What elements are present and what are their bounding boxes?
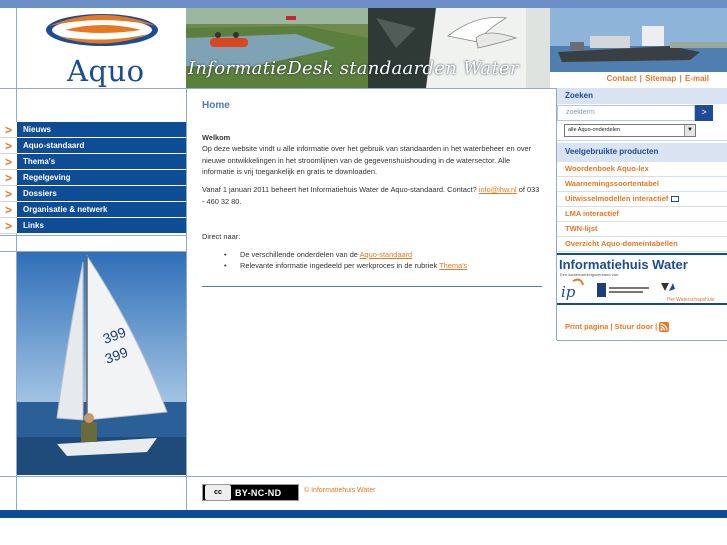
aquo-standaard-link[interactable]: Aquo-standaard [359,249,413,259]
top-strip [0,0,727,8]
main-navigation [0,122,186,234]
chevron-down-icon[interactable]: ▼ [684,125,695,136]
grid-line [0,476,727,477]
external-window-icon [671,196,679,202]
top-links [550,72,727,88]
header-photo-ship [550,8,727,72]
bottom-strip [0,510,727,518]
nav-item-label[interactable]: Regelgeving [17,170,186,186]
nav-item-label[interactable]: Links [17,218,186,234]
ihw-subtitle: Een samenwerkingsverband van: [560,272,620,277]
grid-line [0,235,186,236]
rss-icon[interactable] [659,322,669,332]
nav-item-label[interactable]: Aquo-standaard [17,138,186,154]
chevron-right-icon: > [0,154,17,170]
header-banner [186,8,550,88]
nav-item-label[interactable]: Nieuws [17,122,186,138]
list-item [224,260,542,272]
chevron-right-icon: > [0,122,17,138]
rijkswaterstaat-logo [597,283,606,297]
grid-line [557,340,727,341]
contact-text: Vanaf 1 januari 2011 beheert het Informatiehuis Water de Aquo-standaard. Contact? [202,184,477,194]
chevron-right-icon: > [0,202,17,218]
cc-license-badge[interactable] [202,484,299,501]
license-text: BY-NC-ND [235,487,282,498]
contact-link[interactable]: Contact [606,74,637,83]
contact-paragraph [202,184,542,207]
product-label[interactable]: Uitwisselmodellen interactief [565,194,669,203]
svg-text:Het Waterschapshuis: Het Waterschapshuis [667,297,715,303]
product-label[interactable]: LMA interactief [565,209,619,218]
nav-item-aquo-standaard[interactable] [0,138,186,154]
nav-item-themas[interactable] [0,154,186,170]
ship-photo [550,8,727,72]
search-button[interactable]: > [695,105,713,121]
page-title: Home [202,100,230,111]
sailboat-photo [17,252,186,475]
nav-item-organisatie[interactable] [0,202,186,218]
search-row [557,105,727,121]
nav-item-regelgeving[interactable] [0,170,186,186]
search-input[interactable]: zoekterm [557,105,695,121]
select-row [557,121,727,141]
product-link-waarnemingssoorten[interactable] [557,177,727,192]
product-link-twn[interactable] [557,222,727,237]
intro-paragraph: Op deze website vindt u alle informatie over het gebruik van standaarden in het waterbeheer en over nieuwe ontwikkelingen in het stroomlijnen van de gegevenshuishouding in de watersector. Alle informatie is vrij toegankelijk en gratis te downloaden. [202,144,532,177]
bullet-text: De verschillende onderdelen van de [240,249,358,259]
welcome-heading: Welkom [202,132,231,142]
list-item [224,249,542,261]
direct-naar-label: Direct naar: [202,232,241,242]
chevron-right-icon: > [0,186,17,202]
divider [202,286,542,287]
product-link-uitwisselmodellen[interactable] [557,192,727,207]
nav-item-dossiers[interactable] [0,186,186,202]
separator: | [655,322,658,331]
email-link[interactable]: E-mail [684,74,709,83]
contact-tail: of [518,184,525,194]
send-link[interactable]: Stuur door [614,322,653,331]
nav-item-label[interactable]: Organisatie & netwerk [17,202,186,218]
separator: | [639,74,642,83]
right-sidebar [557,88,727,335]
product-link-woordenboek[interactable] [557,162,727,177]
nav-item-links[interactable] [0,218,186,234]
waterschapshuis-logo [661,283,669,291]
chevron-right-icon: > [0,170,17,186]
product-label[interactable]: TWN-lijst [565,224,598,233]
ihw-title: Informatiehuis Water [559,257,688,272]
themas-link[interactable]: Thema's [439,261,468,271]
svg-text:399: 399 [102,343,130,367]
nav-item-nieuws[interactable] [0,122,186,138]
phone-number: 033 - 460 32 80. [202,184,540,206]
partner-ip-logo: ip [561,283,576,301]
creative-commons-icon: cc [205,485,231,500]
nav-item-label[interactable]: Dossiers [17,186,186,202]
search-heading: Zoeken [557,88,727,104]
chevron-right-icon: > [0,138,17,154]
product-label[interactable]: Waarnemingssoortentabel [565,179,659,188]
chevron-right-icon: > [0,218,17,234]
svg-text:399: 399 [100,323,128,347]
direct-links-list [224,249,542,272]
sitemap-link[interactable]: Sitemap [645,74,677,83]
copyright-text: © Informatiehuis Water [304,487,376,494]
sailboat-image [17,252,186,475]
aquo-logo[interactable] [17,8,186,88]
page-tools [557,321,727,335]
bullet-text: Relevante informatie ingedeeld per werkproces in de rubriek [240,261,438,271]
partner-logos [557,277,727,307]
product-link-lma[interactable] [557,207,727,222]
informatiehuis-water-banner[interactable] [557,253,727,305]
category-select[interactable] [564,124,696,137]
print-link[interactable]: Print pagina [565,322,609,331]
banner-title: InformatieDesk standaarden Water [188,58,519,79]
product-label[interactable]: Overzicht Aquo-domeintabellen [565,239,678,248]
select-value: alle Aquo-onderdelen [568,127,620,133]
logo-text: Aquo [67,54,145,88]
contact-email-link[interactable]: info@ihw.nl [478,184,517,194]
products-heading: Veelgebruikte producten [557,143,727,162]
main-content [202,100,542,287]
nav-item-label[interactable]: Thema's [17,154,186,170]
separator: | [679,74,682,83]
separator: | [610,322,613,331]
product-link-domeintabellen[interactable] [557,237,727,252]
product-label[interactable]: Woordenboek Aquo-lex [565,164,649,173]
